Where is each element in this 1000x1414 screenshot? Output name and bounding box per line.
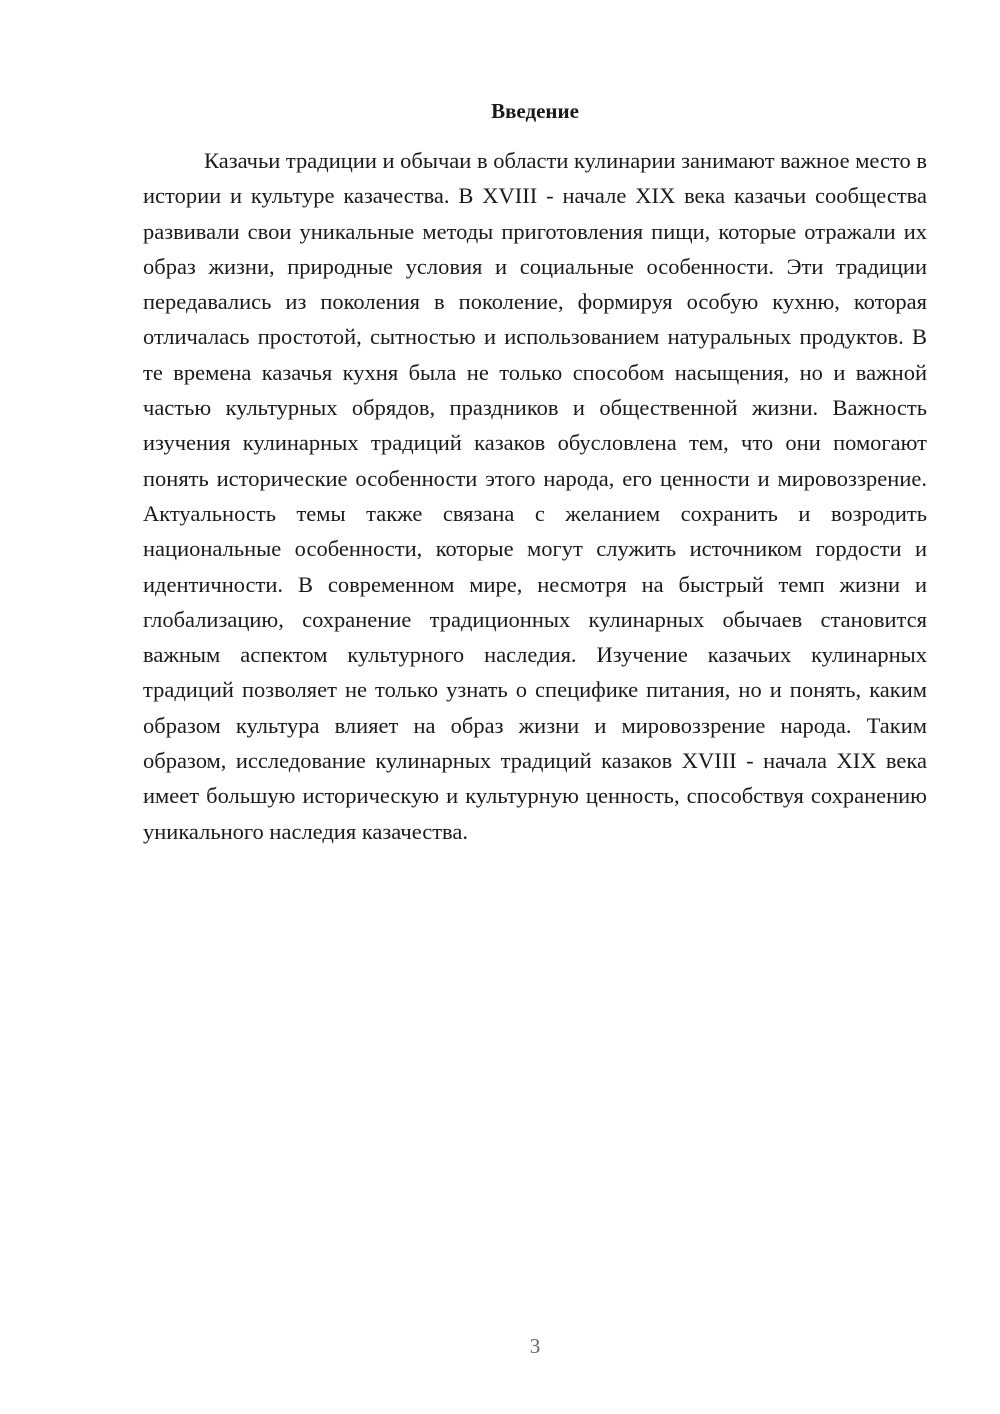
section-heading: Введение [491,99,579,123]
body-paragraph: Казачьи традиции и обычаи в области кулинарии занимают важное место в истории и культуре казачества. В XVIII - начале XIX века казачьи сообщества развивали свои уникальные методы приготовления пищи, которые отражали их образ жизни, природные условия и социальные особенности. Эти традиции передавались из поколения в поколение, формируя особую кухню, которая отличалась простотой, сытностью и использованием натуральных продуктов. В те времена казачья кухня была не только способом насыщения, но и важной частью культурных обрядов, праздников и общественной жизни. Важность изучения кулинарных традиций казаков обусловлена тем, что они помогают понять исторические особенности этого народа, его ценности и мировоззрение. Актуальность темы также связана с желанием сохранить и возродить национальные особенности, которые могут служить источником гордости и идентичности. В современном мире, несмотря на быстрый темп жизни и глобализацию, сохранение традиционных кулинарных обычаев становится важным аспектом культурного наследия. Изучение казачьих кулинарных традиций позволяет не только узнать о специфике питания, но и понять, каким образом культура влияет на образ жизни и мировоззрение народа. Таким образом, исследование кулинарных традиций казаков XVIII - начала XIX века имеет большую историческую и культурную ценность, способствуя сохранению уникального наследия казачества. [143,148,927,844]
page-number: 3 [529,1334,541,1358]
